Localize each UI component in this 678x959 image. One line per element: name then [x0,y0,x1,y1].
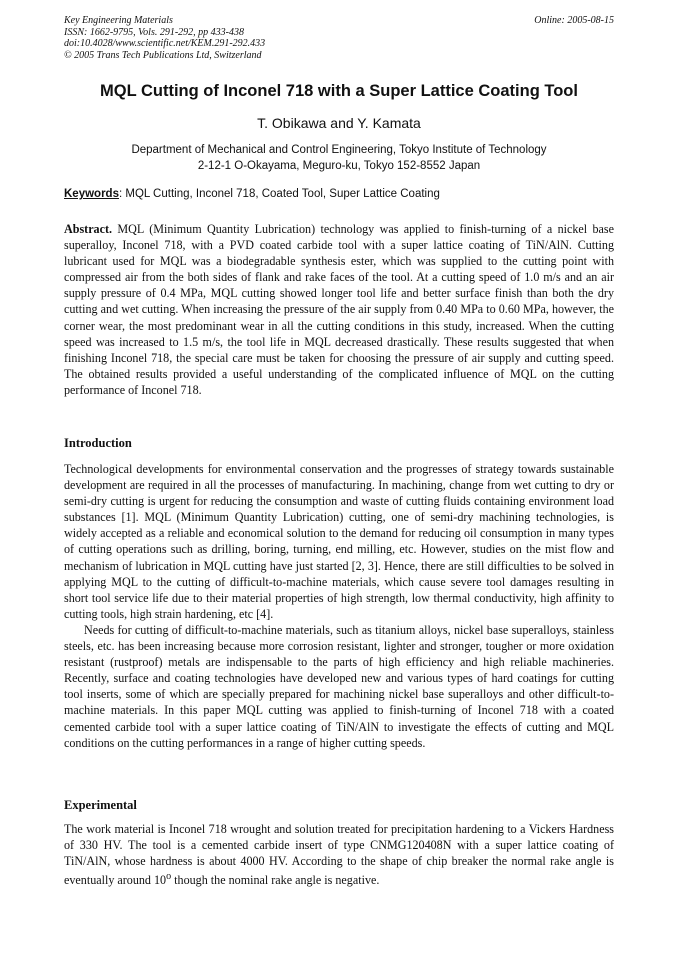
introduction-heading: Introduction [64,436,132,450]
paper-title: MQL Cutting of Inconel 718 with a Super Lattice Coating Tool [100,82,578,100]
introduction-body [64,461,614,751]
online-date: Online: 2005-08-15 [534,15,614,26]
journal-name: Key Engineering Materials [64,15,173,26]
experimental-body [64,821,614,888]
degree-superscript: o [166,871,172,883]
keywords [64,188,614,200]
issn-line: ISSN: 1662-9795, Vols. 291-292, pp 433-438 [64,26,244,38]
affiliation-line-2: 2-12-1 O-Okayama, Meguro-ku, Tokyo 152-8552 Japan [197,160,481,172]
affiliation-line-1: Department of Mechanical and Control Engineering, Tokyo Institute of Technology [131,144,547,156]
abstract [64,221,614,398]
abstract-label: Abstract. [64,222,113,236]
abstract-text: MQL (Minimum Quantity Lubrication) technology was applied to finish-turning of a nickel base superalloy, Inconel 718, with a PVD coated carbide tool with a super lattice coating of TiN/AlN. Cutting lubricant used for MQL was a biodegradable synthesis ester, which was supplied to the cutting point with compressed air from the both sides of flank and rake faces of the tool. At a cutting speed of 1.0 m/s and an air supply pressure of 0.4 MPa, MQL cutting showed longer tool life and better surface finish than both the dry cutting and wet cutting. When increasing the pressure of the air supply from 0.40 MPa to 0.60 MPa, however, the corner wear, the most predominant wear in all the cutting conditions in this study, increased. When the cutting speed was increased to 1.5 m/s, the tool life in MQL decreased drastically. These results suggested that when finishing Inconel 718, the special care must be taken for choosing the pressure of air supply and cutting speed. The obtained results provided a useful understanding of the complicated influence of MQL on the cutting performance of Inconel 718. [64,222,614,397]
journal-header [64,15,614,61]
experimental-text-end: though the nominal rake angle is negative. [171,873,380,888]
affiliation [64,142,614,174]
experimental-heading: Experimental [64,798,137,812]
copyright-line: © 2005 Trans Tech Publications Ltd, Switzerland [64,49,262,61]
doi-line: doi:10.4028/www.scientific.net/KEM.291-292.433 [64,38,266,49]
experimental-paragraph-1 [64,821,614,888]
introduction-paragraph-2: Needs for cutting of difficult-to-machine materials, such as titanium alloys, nickel base superalloys, stainless steels, etc. has been increasing because more corrosion resistant, lighter and stronger, tougher or more oxidation resistant (rustproof) metals are indispensable to the parts of high efficiency and high reliable machineries. Recently, surface and coating technologies have developed new and various types of hard coatings for cutting tool inserts, some of which are specially prepared for machining nickel base superalloys and other difficult-to-machine materials. In this paper MQL cutting was applied to finish-turning of Inconel 718 with a coated cemented carbide tool with a super lattice coating of TiN/AlN to investigate the effects of cutting and MQL conditions on the cutting performances in a range of higher cutting speeds. [64,622,614,750]
keywords-label: Keywords [64,188,119,200]
keywords-text: : MQL Cutting, Inconel 718, Coated Tool, Super Lattice Coating [118,188,440,200]
authors: T. Obikawa and Y. Kamata [257,115,421,131]
experimental-text-start: The work material is Inconel 718 wrought and solution treated for precipitation hardening to a Vickers Hardness of 330 HV. The tool is a cemented carbide insert of type CNMG120408N with a super lattice coating of TiN/AlN, whose hardness is about 4000 HV. According to the shape of chip breaker the normal rake angle is eventually around 10 [64,822,614,888]
introduction-paragraph-1: Technological developments for environmental conservation and the progresses of strategy towards sustainable development are required in all the processes of manufacturing. In machining, change from wet cutting to dry or semi-dry cutting is urgent for reducing the consumption and waste of cutting fluids containing environment load substances [1]. MQL (Minimum Quantity Lubrication) cutting, one of semi-dry machining technologies, is widely accepted as a reliable and economical solution to the demand for reducing oil consumption in many types of cutting operations such as drilling, boring, turning, end milling, etc. However, studies on the mist flow and mechanism of lubrication in MQL cutting have just started [2, 3]. Hence, there are still difficulties to be solved in applying MQL to the cutting of difficult-to-machine materials, which cause severe tool damages resulting in short tool service life due to their material properties of high strength, low thermal conductivity, high affinity to cutting tools, high strain hardening, etc [4]. [64,462,614,621]
